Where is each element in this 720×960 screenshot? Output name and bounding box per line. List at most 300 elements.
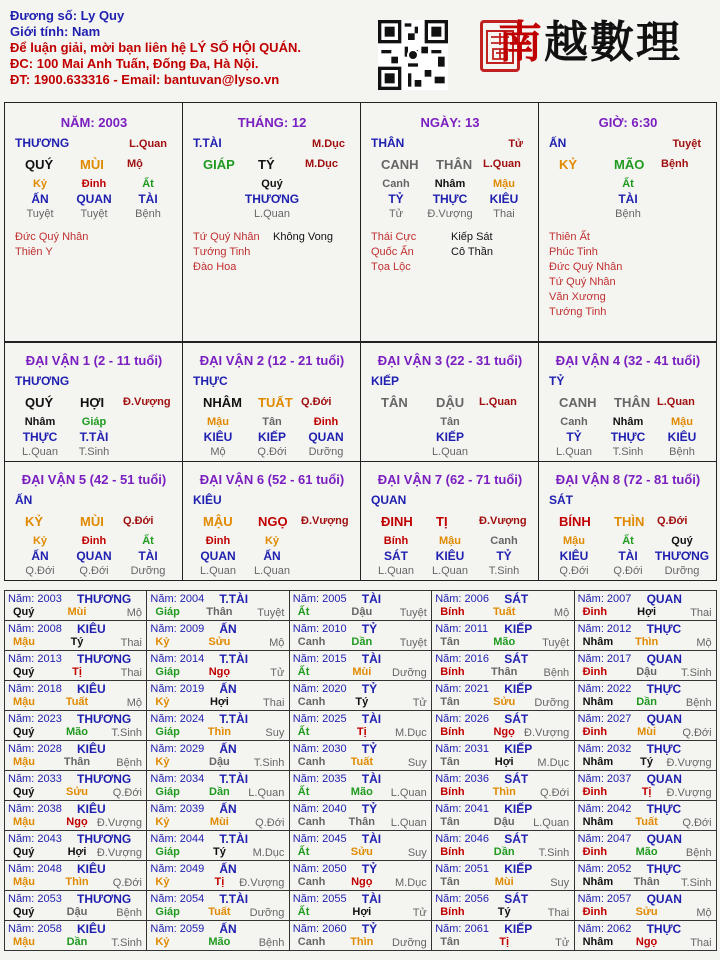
luck-branch: HỢI	[80, 395, 105, 410]
luck-hidden-god: SÁT	[384, 549, 408, 563]
year-stem: Giáp	[155, 906, 180, 918]
year-state: Dưỡng	[392, 667, 427, 679]
year-god: T.TÀI	[219, 652, 249, 666]
year-branch: Ngọ	[208, 666, 231, 678]
luck-hidden-god: QUAN	[308, 430, 344, 444]
year-stem: Canh	[297, 816, 326, 828]
luck-hidden-state: L.Quan	[21, 446, 59, 458]
year-label: Năm: 2023	[8, 713, 62, 725]
year-label: Năm: 2011	[435, 623, 489, 635]
contact-address: ĐC: 100 Mai Anh Tuấn, Đống Đa, Hà Nội.	[10, 56, 259, 71]
year-god: SÁT	[504, 592, 529, 606]
year-label: Năm: 2005	[292, 593, 347, 605]
luck-hidden-god: THỰC	[22, 430, 58, 444]
hidden-state: L.Quan	[253, 208, 291, 220]
year-branch: Tị	[214, 876, 225, 888]
luck-branch: TUẤT	[258, 395, 293, 410]
hidden-stem: Đinh	[81, 178, 107, 190]
luck-hidden-god: KIẾP	[435, 430, 465, 444]
year-cell	[4, 830, 147, 861]
luck-hidden-stem: Mậu	[207, 416, 229, 428]
year-stem: Giáp	[155, 606, 180, 618]
luck-branch: THÂN	[614, 395, 651, 410]
year-label: Năm: 2028	[8, 743, 62, 755]
hidden-god: ẤN	[31, 192, 49, 206]
luck-hidden-god: ẤN	[263, 549, 281, 563]
luck-hidden-stem: Kỷ	[264, 535, 280, 547]
year-stem: Canh	[297, 876, 326, 888]
year-god: QUAN	[646, 892, 682, 906]
year-god: THỰC	[646, 622, 682, 636]
year-state: Dưỡng	[249, 907, 285, 919]
year-cell	[146, 830, 289, 861]
year-stem: Đinh	[582, 606, 608, 618]
year-god: T.TÀI	[219, 712, 249, 726]
year-branch: Sửu	[208, 636, 231, 648]
luck-stem: TÂN	[381, 395, 408, 410]
year-label: Năm: 2046	[435, 833, 489, 845]
luck-branch-state: Q.Đới	[123, 515, 154, 527]
year-label: Năm: 2003	[8, 593, 62, 605]
year-stem: Ất	[297, 786, 310, 798]
year-branch: Mùi	[209, 816, 229, 828]
year-stem: Bính	[440, 906, 465, 918]
hidden-god: TÀI	[618, 192, 638, 206]
year-branch: Sửu	[65, 786, 89, 798]
year-label: Năm: 2034	[150, 773, 205, 785]
year-label: Năm: 2032	[577, 743, 632, 755]
year-branch: Tý	[497, 906, 511, 918]
year-branch: Hợi	[352, 906, 372, 918]
luck-hidden-stem: Kỷ	[32, 535, 48, 547]
luck-hidden-god: KIẾP	[257, 430, 287, 444]
hidden-stem: Ất	[142, 178, 154, 190]
year-state: Bệnh	[685, 697, 712, 709]
year-cell	[574, 680, 717, 711]
year-stem: Bính	[440, 606, 465, 618]
star-left: Đức Quý Nhân	[549, 261, 623, 273]
luck-hidden-stem: Canh	[490, 535, 518, 547]
year-branch: Thân	[206, 606, 233, 618]
luck-hidden-state: T.Sinh	[612, 446, 644, 458]
pillar-stem: QUÝ	[25, 157, 54, 172]
year-god: ẤN	[219, 922, 237, 936]
year-state: M.Dục	[395, 727, 427, 739]
year-god: T.TÀI	[219, 832, 249, 846]
year-label: Năm: 2004	[150, 593, 205, 605]
year-state: Tử	[270, 667, 285, 679]
year-state: Tuyệt	[399, 637, 427, 649]
year-state: Thai	[547, 907, 570, 919]
year-label: Năm: 2060	[292, 923, 347, 935]
luck-period-cell	[182, 461, 361, 581]
year-state: T.Sinh	[111, 937, 142, 949]
year-label: Năm: 2007	[577, 593, 632, 605]
year-stem: Tân	[440, 816, 460, 828]
year-stem: Canh	[297, 936, 326, 948]
year-stem: Nhâm	[582, 936, 614, 948]
star-left: Tứ Quý Nhân	[193, 231, 260, 243]
year-label: Năm: 2058	[8, 923, 62, 935]
year-branch: Mão	[66, 726, 88, 738]
year-state: Bệnh	[116, 907, 142, 919]
luck-hidden-stem: Canh	[560, 416, 588, 428]
year-god: T.TÀI	[219, 772, 249, 786]
year-branch: Tý	[640, 756, 654, 768]
luck-hidden-god: T.TÀI	[79, 430, 109, 444]
hidden-god: THƯƠNG	[244, 192, 300, 206]
year-label: Năm: 2053	[8, 893, 62, 905]
year-god: QUAN	[646, 652, 682, 666]
year-branch: Dần	[493, 846, 515, 858]
luck-hidden-state: Q.Đới	[79, 565, 109, 577]
year-god: TỶ	[361, 862, 378, 876]
luck-branch: NGỌ	[258, 514, 288, 529]
year-cell	[574, 650, 717, 681]
hidden-stem: Quý	[261, 178, 283, 190]
luck-hidden-god: QUAN	[200, 549, 236, 563]
year-cell	[431, 890, 574, 921]
year-state: Đ.Vượng	[666, 787, 712, 799]
year-stem: Canh	[297, 696, 326, 708]
year-state: Tử	[412, 697, 427, 709]
year-state: Tuyệt	[399, 607, 427, 619]
year-cell	[4, 770, 147, 801]
year-god: KIÊU	[77, 922, 106, 936]
year-label: Năm: 2047	[577, 833, 632, 845]
year-label: Năm: 2038	[8, 803, 62, 815]
year-god: SÁT	[504, 832, 529, 846]
year-cell	[4, 590, 147, 621]
year-stem: Mậu	[13, 936, 35, 948]
luck-period-title: ĐẠI VẬN 5 (42 - 51 tuổi)	[21, 472, 167, 487]
luck-hidden-god: KIÊU	[203, 430, 233, 444]
pillar-cell	[182, 102, 361, 342]
year-god: SÁT	[504, 652, 529, 666]
luck-period-cell	[4, 342, 183, 462]
luck-branch: DẬU	[436, 395, 465, 410]
year-state: Thai	[262, 697, 285, 709]
year-branch: Tý	[355, 696, 369, 708]
year-state: L.Quan	[390, 817, 427, 829]
pillar-branch-state: L.Quan	[483, 158, 521, 170]
year-label: Năm: 2022	[577, 683, 632, 695]
luck-hidden-stem: Tân	[262, 416, 282, 428]
luck-hidden-stem: Nhâm	[24, 416, 56, 428]
brand-logo-text: 越數理	[544, 17, 682, 68]
year-branch: Mùi	[352, 666, 372, 678]
year-branch: Thìn	[350, 936, 374, 948]
luck-hidden-state: Dưỡng	[664, 565, 700, 577]
star-left: Đào Hoa	[193, 261, 237, 273]
year-cell	[574, 590, 717, 621]
year-branch: Sửu	[493, 696, 516, 708]
luck-hidden-state: L.Quan	[199, 565, 237, 577]
luck-period-title: ĐẠI VẬN 7 (62 - 71 tuổi)	[377, 472, 523, 487]
year-stem: Bính	[440, 666, 465, 678]
year-label: Năm: 2050	[292, 863, 347, 875]
year-stem: Nhâm	[582, 876, 614, 888]
year-god: KIẾP	[504, 622, 533, 636]
year-state: Dưỡng	[534, 697, 570, 709]
year-cell	[431, 920, 574, 951]
year-branch: Tý	[70, 636, 84, 648]
luck-hidden-god: THƯƠNG	[654, 549, 710, 563]
year-label: Năm: 2037	[577, 773, 632, 785]
year-god: THƯƠNG	[77, 712, 132, 726]
year-stem: Ất	[297, 906, 310, 918]
luck-period-title: ĐẠI VẬN 8 (72 - 81 tuổi)	[555, 472, 701, 487]
year-state: Q.Đới	[682, 817, 712, 829]
year-branch: Dậu	[66, 906, 88, 918]
year-cell	[574, 800, 717, 831]
year-branch: Tuất	[492, 606, 516, 618]
year-god: KIẾP	[504, 742, 533, 756]
year-god: SÁT	[504, 892, 529, 906]
luck-hidden-stem: Đinh	[313, 416, 339, 428]
luck-god: QUAN	[371, 493, 407, 507]
year-god: TỶ	[361, 802, 378, 816]
year-cell	[4, 860, 147, 891]
luck-hidden-stem: Ất	[142, 535, 154, 547]
year-branch: Sửu	[635, 906, 658, 918]
year-god: ẤN	[219, 682, 237, 696]
star-right: Kiếp Sát	[451, 231, 493, 243]
year-stem: Đinh	[582, 846, 608, 858]
year-cell	[431, 590, 574, 621]
luck-stem: CANH	[559, 395, 597, 410]
year-stem: Mậu	[13, 816, 35, 828]
year-god: ẤN	[219, 622, 237, 636]
year-stem: Tân	[440, 756, 460, 768]
year-god: THƯƠNG	[77, 892, 132, 906]
pillar-god: ẤN	[549, 136, 567, 150]
year-cell	[146, 620, 289, 651]
pillar-relation: Tử	[508, 138, 523, 150]
year-branch: Thìn	[492, 786, 516, 798]
hidden-state: Thai	[493, 208, 515, 220]
brand-logo-char: 南	[498, 17, 544, 68]
year-state: T.Sinh	[111, 727, 142, 739]
year-cell	[431, 740, 574, 771]
year-cell	[431, 710, 574, 741]
year-stem: Đinh	[582, 786, 608, 798]
year-state: T.Sinh	[538, 847, 570, 859]
luck-period-title: ĐẠI VẬN 2 (12 - 21 tuổi)	[199, 353, 345, 368]
year-cell	[146, 710, 289, 741]
year-god: THỰC	[646, 682, 682, 696]
hidden-state: Tử	[388, 208, 404, 220]
year-label: Năm: 2013	[8, 653, 62, 665]
luck-god: KIÊU	[193, 493, 222, 507]
year-stem: Quý	[13, 786, 35, 798]
pillar-stem: GIÁP	[203, 157, 235, 172]
luck-period-cell	[4, 461, 183, 581]
luck-hidden-god: ẤN	[31, 549, 49, 563]
year-god: TÀI	[361, 652, 382, 666]
year-state: Tuyệt	[257, 607, 285, 619]
year-label: Năm: 2042	[577, 803, 632, 815]
luck-branch-state: Q.Đới	[657, 515, 688, 527]
year-state: L.Quan	[248, 787, 285, 799]
year-state: Q.Đới	[539, 787, 570, 799]
year-branch: Sửu	[350, 846, 373, 858]
year-label: Năm: 2044	[150, 833, 205, 845]
pillar-branch: MÃO	[614, 157, 645, 172]
pillar-branch-state: Bệnh	[661, 158, 689, 170]
luck-hidden-state: T.Sinh	[488, 565, 520, 577]
luck-god: TỶ	[549, 374, 565, 388]
year-stem: Tân	[440, 636, 460, 648]
subject-gender: Giới tính: Nam	[10, 24, 101, 39]
year-state: T.Sinh	[253, 757, 285, 769]
luck-god: THƯƠNG	[15, 374, 70, 388]
year-state: T.Sinh	[681, 667, 712, 679]
year-stem: Nhâm	[582, 636, 614, 648]
hidden-stem: Kỷ	[32, 178, 48, 190]
year-god: T.TÀI	[219, 892, 249, 906]
pillar-cell	[360, 102, 539, 342]
year-state: Tử	[555, 937, 570, 949]
year-god: THƯƠNG	[77, 652, 132, 666]
year-state: Thai	[690, 607, 712, 619]
year-cell	[289, 590, 432, 621]
year-cell	[574, 770, 717, 801]
year-cell	[574, 740, 717, 771]
year-god: KIÊU	[77, 742, 106, 756]
year-god: KIÊU	[77, 682, 106, 696]
contact-phone-email: ĐT: 1900.633316 - Email: bantuvan@lyso.vn	[10, 72, 280, 87]
luck-hidden-state: L.Quan	[377, 565, 415, 577]
year-branch: Ngọ	[66, 816, 88, 828]
luck-period-cell	[182, 342, 361, 462]
year-label: Năm: 2009	[150, 623, 205, 635]
star-left: Tọa Lộc	[371, 261, 411, 273]
luck-hidden-stem: Đinh	[205, 535, 231, 547]
year-state: Mộ	[126, 697, 142, 709]
luck-period-title: ĐẠI VẬN 4 (32 - 41 tuổi)	[555, 353, 701, 368]
year-cell	[146, 890, 289, 921]
year-branch: Ngọ	[351, 876, 373, 888]
year-stem: Mậu	[13, 756, 35, 768]
year-branch: Dậu	[493, 816, 515, 828]
year-branch: Ngọ	[493, 726, 515, 738]
year-god: THỰC	[646, 742, 682, 756]
year-god: THỰC	[646, 922, 682, 936]
year-branch: Mùi	[494, 876, 514, 888]
year-label: Năm: 2033	[8, 773, 62, 785]
year-stem: Đinh	[582, 906, 608, 918]
luck-hidden-god: TỶ	[496, 549, 512, 563]
year-state: Đ.Vượng	[239, 877, 285, 889]
year-god: KIẾP	[504, 862, 533, 876]
luck-stem: ĐINH	[381, 514, 413, 529]
star-left: Tướng Tinh	[193, 246, 251, 258]
year-state: L.Quan	[390, 787, 427, 799]
year-cell	[289, 890, 432, 921]
star-right: Cô Thần	[451, 246, 493, 258]
luck-hidden-god: KIÊU	[559, 549, 589, 563]
hidden-stem: Mậu	[493, 178, 515, 190]
year-state: Tử	[412, 907, 427, 919]
hidden-state: Tuyệt	[26, 208, 54, 220]
year-cell	[146, 650, 289, 681]
year-god: QUAN	[646, 772, 682, 786]
year-cell	[146, 800, 289, 831]
year-label: Năm: 2012	[577, 623, 632, 635]
luck-period-cell	[538, 342, 717, 462]
star-left: Văn Xương	[549, 291, 606, 303]
year-god: KIẾP	[504, 922, 533, 936]
year-branch: Tuất	[208, 906, 231, 918]
year-cell	[4, 800, 147, 831]
star-left: Thiên Ất	[549, 231, 590, 243]
year-branch: Dậu	[209, 756, 230, 768]
year-label: Năm: 2024	[150, 713, 205, 725]
luck-stem: QUÝ	[25, 395, 54, 410]
luck-branch-state: Đ.Vượng	[301, 515, 349, 527]
luck-hidden-stem: Bính	[383, 535, 409, 547]
pillar-branch: MÙI	[80, 157, 104, 172]
star-left: Thái Cực	[371, 231, 417, 243]
year-label: Năm: 2040	[292, 803, 347, 815]
year-state: M.Dục	[252, 847, 285, 859]
year-cell	[574, 860, 717, 891]
year-state: Mộ	[696, 907, 712, 919]
year-state: Đ.Vượng	[666, 757, 712, 769]
year-label: Năm: 2043	[8, 833, 62, 845]
year-branch: Tuất	[350, 756, 373, 768]
year-label: Năm: 2057	[577, 893, 632, 905]
hidden-state: Đ.Vượng	[427, 208, 473, 220]
year-cell	[4, 890, 147, 921]
pillar-title: NĂM: 2003	[60, 115, 128, 130]
star-left: Phúc Tinh	[549, 246, 598, 258]
year-cell	[4, 740, 147, 771]
year-state: Tuyệt	[542, 637, 570, 649]
year-cell	[574, 830, 717, 861]
luck-hidden-state: Mộ	[210, 446, 226, 458]
year-stem: Mậu	[13, 696, 35, 708]
year-god: THỰC	[646, 862, 682, 876]
year-branch: Tị	[499, 936, 510, 948]
year-state: Mộ	[126, 607, 142, 619]
luck-hidden-state: L.Quan	[431, 565, 469, 577]
year-god: THƯƠNG	[77, 592, 132, 606]
year-stem: Giáp	[155, 846, 180, 858]
year-label: Năm: 2049	[150, 863, 205, 875]
year-stem: Kỷ	[155, 636, 170, 648]
luck-hidden-state: Q.Đới	[613, 565, 643, 577]
year-god: TÀI	[361, 592, 382, 606]
year-god: KIÊU	[77, 802, 106, 816]
year-state: T.Sinh	[681, 877, 712, 889]
star-left: Đức Quý Nhân	[15, 231, 89, 243]
luck-hidden-state: T.Sinh	[78, 446, 110, 458]
year-label: Năm: 2008	[8, 623, 62, 635]
year-label: Năm: 2041	[435, 803, 489, 815]
year-label: Năm: 2025	[292, 713, 347, 725]
year-god: TỶ	[361, 682, 378, 696]
subject-name: Đương số: Ly Quy	[10, 8, 125, 23]
year-label: Năm: 2018	[8, 683, 62, 695]
pillar-branch-state: Mộ	[127, 158, 143, 170]
year-stem: Giáp	[155, 666, 180, 678]
year-god: TÀI	[361, 892, 382, 906]
luck-hidden-god: TÀI	[138, 549, 158, 563]
year-branch: Thìn	[65, 876, 89, 888]
luck-hidden-stem: Nhâm	[612, 416, 644, 428]
